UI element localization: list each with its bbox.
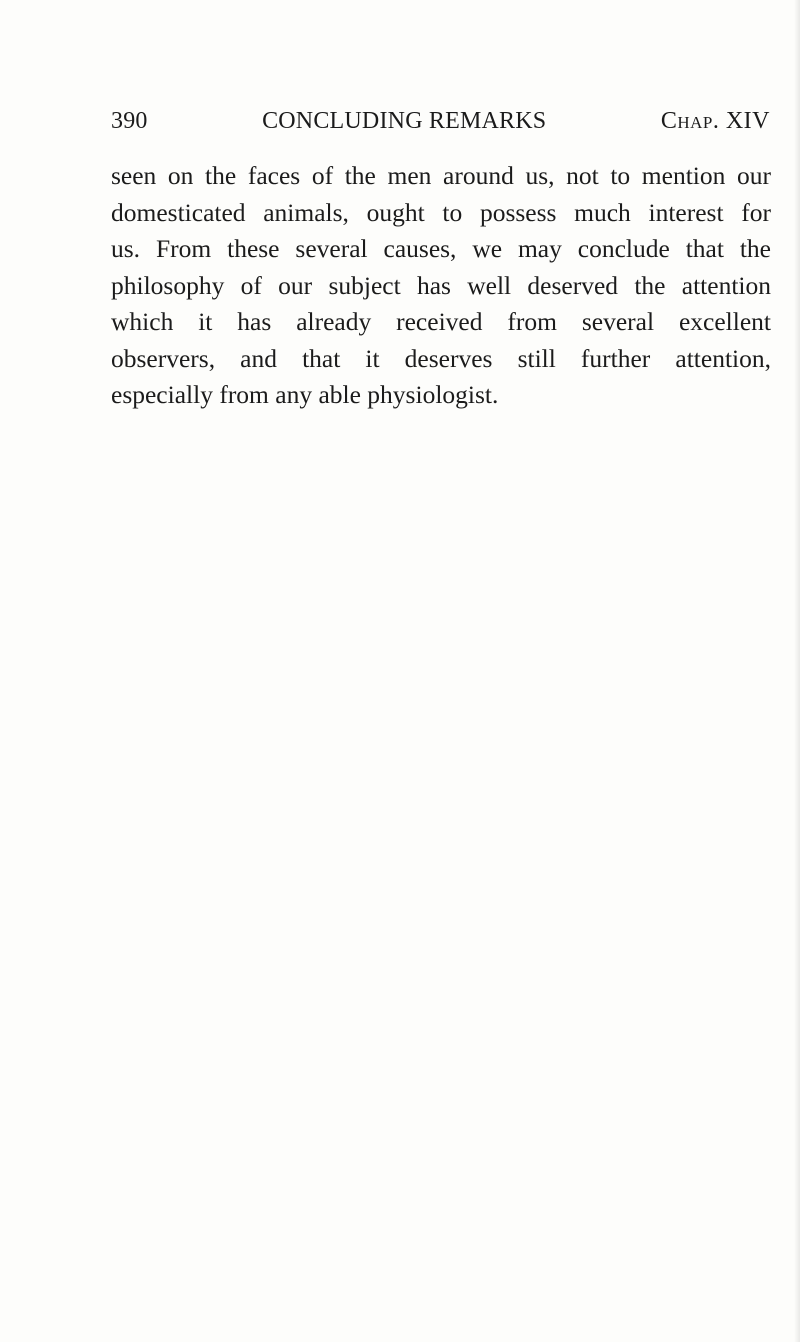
- text-line: seen on the faces of the men around us, not to mention our: [111, 161, 771, 190]
- text-line: especially from any able physiologist.: [111, 380, 499, 409]
- page-edge-shadow: [794, 0, 800, 1342]
- text-line: philosophy of our subject has well deserved the attention: [111, 270, 771, 300]
- page-number: 390: [111, 108, 148, 134]
- chapter-label: Chap. XIV: [660, 108, 770, 134]
- running-head: [111, 108, 770, 144]
- body-paragraph: [111, 158, 771, 414]
- text-line: which it has already received from several excellent: [111, 307, 771, 336]
- text-line: us. From these several causes, we may conclude that the: [111, 234, 771, 263]
- text-line: observers, and that it deserves still further attention,: [111, 343, 771, 373]
- running-title: CONCLUDING REMARKS: [262, 108, 547, 134]
- text-line: domesticated animals, ought to possess much interest for: [111, 197, 771, 227]
